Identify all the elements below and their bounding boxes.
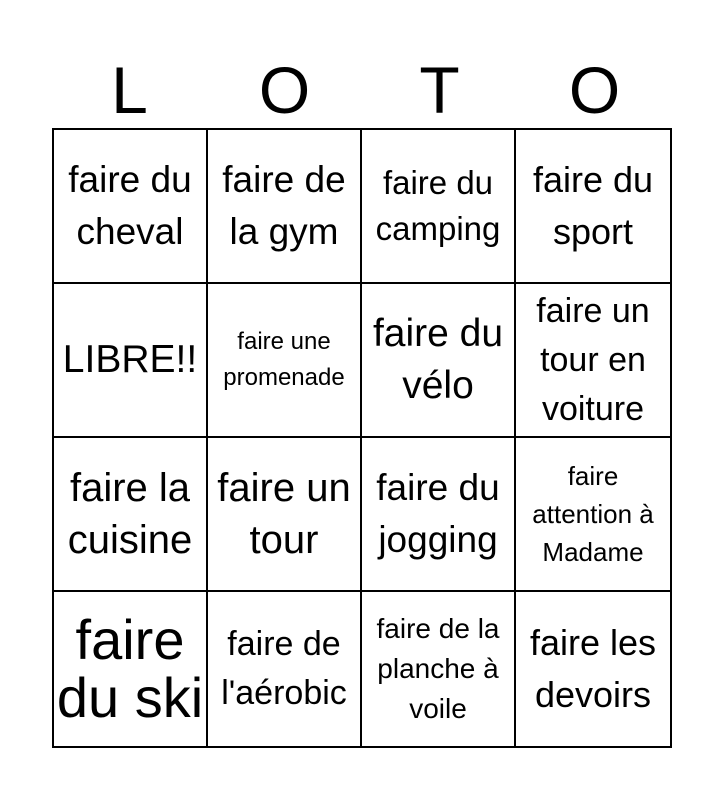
cell-text: faire un tour en voiture (536, 291, 650, 428)
cell-text: faire de la gym (222, 159, 346, 252)
board-cell[interactable] (362, 438, 516, 592)
board-cell[interactable] (362, 284, 516, 438)
board-cell[interactable] (516, 438, 670, 592)
board-cell[interactable] (208, 284, 362, 438)
cell-text: faire du cheval (68, 159, 192, 252)
board-cell[interactable] (208, 592, 362, 746)
cell-text: faire un tour (217, 466, 351, 562)
header-letter-o: O (258, 53, 311, 127)
cell-text: faire de la planche à voile (376, 613, 500, 724)
board-cell[interactable] (208, 130, 362, 284)
cell-text: faire du jogging (376, 467, 500, 560)
cell-text: faire les devoirs (529, 622, 657, 715)
cell-text: faire attention à Madame (532, 461, 654, 567)
cell-text: faire du sport (532, 159, 654, 252)
board-cell[interactable] (54, 130, 208, 284)
cell-text: faire du vélo (372, 312, 504, 407)
cell-text: LIBRE!! (62, 338, 198, 381)
board-cell[interactable] (516, 592, 670, 746)
loto-board (52, 128, 672, 748)
cell-text: faire la cuisine (67, 466, 193, 562)
board-cell[interactable] (362, 130, 516, 284)
board-cell[interactable] (54, 592, 208, 746)
cell-text: faire de l'aérobic (221, 625, 347, 712)
header-letter-t: T (419, 53, 460, 127)
board-cell[interactable] (362, 592, 516, 746)
cell-text: faire une promenade (223, 328, 345, 391)
board-cell[interactable] (208, 438, 362, 592)
cell-text: faire du camping (375, 164, 501, 247)
board-cell[interactable] (54, 438, 208, 592)
cell-text: faire du ski (56, 608, 204, 729)
loto-header (52, 52, 672, 128)
board-cell[interactable] (516, 130, 670, 284)
board-cell[interactable] (516, 284, 670, 438)
header-letter-l: L (111, 53, 148, 127)
board-cell-free[interactable] (54, 284, 208, 438)
header-letter-o-2: O (568, 53, 621, 127)
